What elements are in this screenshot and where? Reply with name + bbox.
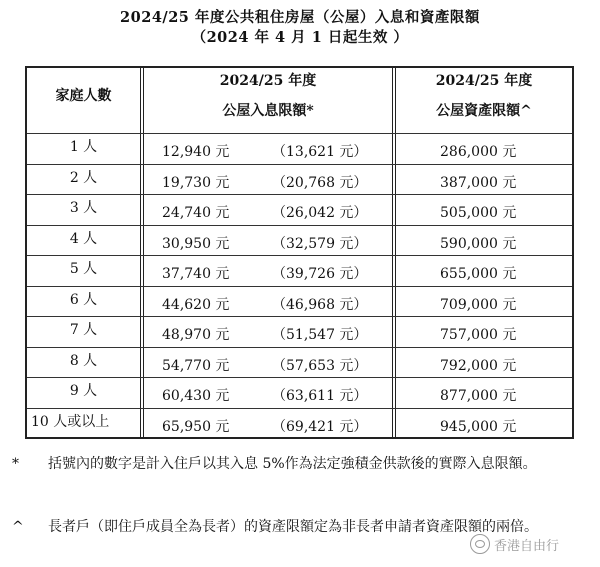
asset-limit-cell: 757,000 元 (440, 327, 517, 343)
header-income-year: 2024/25 年度 (219, 73, 317, 89)
income-limit-cell: 24,740 元 (162, 205, 230, 221)
household-size-cell: 3 人 (69, 200, 98, 216)
household-size-cell: 2 人 (69, 169, 98, 186)
household-size-cell: 4 人 (69, 230, 98, 247)
asset-limit-cell: 655,000 元 (440, 266, 517, 282)
header-asset-year: 2024/25 年度 (435, 73, 533, 89)
row-divider (27, 286, 572, 287)
footnote-mark: ^ (12, 519, 24, 535)
income-limit-adjusted-cell: （13,621 元） (272, 144, 368, 160)
row-divider (27, 347, 572, 348)
income-limit-cell: 30,950 元 (162, 235, 230, 252)
income-limit-cell: 37,740 元 (162, 266, 230, 282)
row-divider (27, 408, 572, 409)
row-divider (27, 194, 572, 195)
income-limit-adjusted-cell: （32,579 元） (272, 235, 368, 252)
row-divider (27, 255, 572, 256)
footnote-mark: * (12, 456, 19, 472)
asset-limit-cell: 387,000 元 (440, 174, 517, 191)
row-divider (27, 377, 572, 378)
header-asset-limit: 公屋資產限額^ (436, 103, 532, 119)
income-limit-adjusted-cell: （20,768 元） (272, 174, 368, 191)
watermark (470, 534, 559, 554)
asset-limit-cell: 877,000 元 (440, 388, 517, 404)
income-limit-cell: 48,970 元 (162, 327, 230, 343)
income-limit-adjusted-cell: （51,547 元） (272, 327, 368, 343)
asset-limit-cell: 792,000 元 (440, 357, 517, 374)
income-limit-adjusted-cell: （69,421 元） (272, 418, 368, 435)
income-limit-cell: 54,770 元 (162, 357, 230, 374)
income-limit-cell: 44,620 元 (162, 296, 230, 313)
page-title: 2024/25 年度公共租住房屋（公屋）入息和資產限額 (120, 9, 480, 26)
header-household-size: 家庭人數 (55, 88, 112, 104)
household-size-cell: 8 人 (69, 352, 98, 369)
income-limit-adjusted-cell: （57,653 元） (272, 357, 368, 374)
income-limit-adjusted-cell: （26,042 元） (272, 205, 368, 221)
footnote-text: 括號內的數字是計入住戶以其入息 5%作為法定強積金供款後的實際入息限額。 (48, 456, 537, 472)
income-limit-cell: 12,940 元 (162, 144, 230, 160)
row-divider (27, 164, 572, 165)
income-limit-cell: 60,430 元 (162, 388, 230, 404)
watermark-text: 香港自由行 (494, 538, 560, 554)
income-limit-adjusted-cell: （39,726 元） (272, 266, 368, 282)
income-limit-adjusted-cell: （63,611 元） (272, 388, 368, 404)
asset-limit-cell: 945,000 元 (440, 418, 517, 435)
income-limit-cell: 19,730 元 (162, 174, 230, 191)
income-limit-cell: 65,950 元 (162, 418, 230, 435)
asset-limit-cell: 505,000 元 (440, 205, 517, 221)
household-size-cell: 7 人 (69, 322, 98, 338)
effective-date: （2024 年 4 月 1 日起生效 ） (191, 29, 409, 46)
asset-limit-cell: 590,000 元 (440, 235, 517, 252)
row-divider (27, 316, 572, 317)
asset-limit-cell: 709,000 元 (440, 296, 517, 313)
limits-table (25, 66, 574, 439)
household-size-cell: 10 人或以上 (31, 413, 110, 430)
row-divider (27, 225, 572, 226)
row-divider (27, 133, 572, 134)
household-size-cell: 1 人 (69, 139, 98, 155)
footnote-text: 長者戶（即住戶成員全為長者）的資產限額定為非長者申請者資產限額的兩倍。 (48, 519, 538, 535)
household-size-cell: 6 人 (69, 291, 98, 308)
wechat-icon (470, 534, 490, 554)
household-size-cell: 5 人 (69, 261, 98, 277)
asset-limit-cell: 286,000 元 (440, 144, 517, 160)
income-limit-adjusted-cell: （46,968 元） (272, 296, 368, 313)
household-size-cell: 9 人 (69, 383, 98, 399)
header-income-limit: 公屋入息限額* (222, 103, 314, 119)
